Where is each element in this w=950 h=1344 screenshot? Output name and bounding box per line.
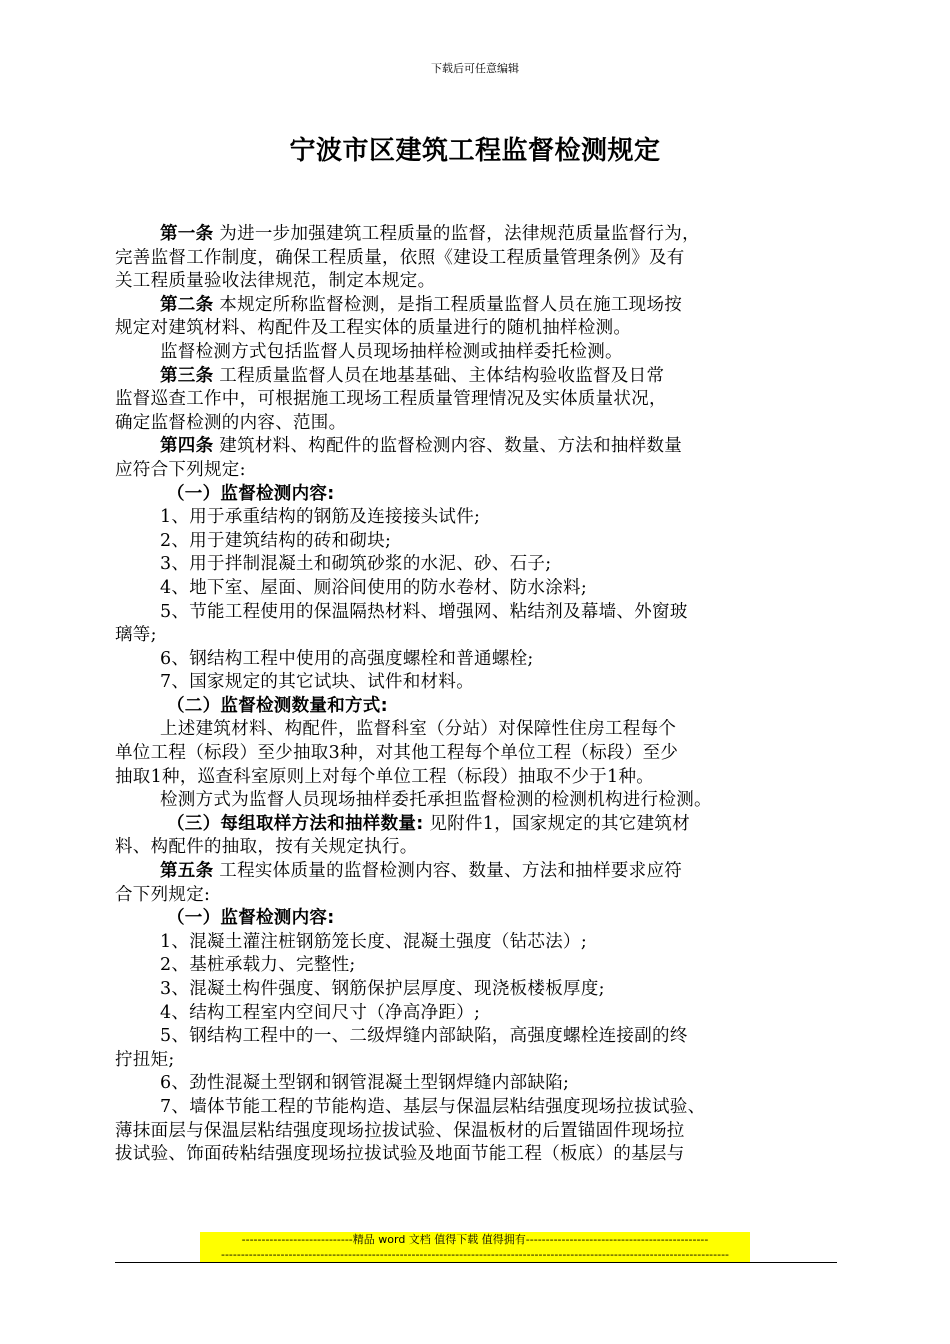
article1-line2: 完善监督工作制度，确保工程质量，依照《建设工程质量管理条例》及有 (115, 247, 685, 268)
footer-divider (115, 1262, 837, 1263)
article4-line2: 应符合下列规定: (115, 459, 246, 480)
list-item: 3、用于拌制混凝土和砌筑砂浆的水泥、砂、石子; (160, 554, 552, 575)
footer-banner (200, 1232, 750, 1262)
article3-label: 第三条 (160, 365, 214, 386)
paragraph-line: 上述建筑材料、构配件，监督科室（分站）对保障性住房工程每个 (160, 719, 677, 740)
article5-text1: 工程实体质量的监督检测内容、数量、方法和抽样要求应符 (219, 861, 683, 882)
article4-section3-line1 (115, 813, 837, 837)
list-item: 6、劲性混凝土型钢和钢管混凝土型钢焊缝内部缺陷; (160, 1073, 570, 1094)
list-item: 7、墙体节能工程的节能构造、基层与保温层粘结强度现场拉拔试验、 (160, 1096, 706, 1117)
page-title: 宁波市区建筑工程监督检测规定 (289, 136, 661, 166)
article4-line1 (115, 435, 837, 459)
article1-label: 第一条 (160, 224, 214, 244)
article4-section3-heading: （三）每组取样方法和抽样数量: (167, 813, 424, 834)
list-item-continuation: 璃等; (115, 625, 157, 646)
list-item: 7、国家规定的其它试块、试件和材料。 (160, 672, 475, 693)
article5-section1-heading: （一）监督检测内容: (167, 908, 335, 929)
list-item: 5、节能工程使用的保温隔热材料、增强网、粘结剂及幕墙、外窗玻 (160, 601, 688, 622)
footer-line1: ----------------------------精品 word 文档 值得下载 值得拥有---------------------------------------------- (241, 1233, 709, 1246)
article5-line2: 合下列规定: (115, 884, 211, 905)
article3-line1 (115, 365, 837, 389)
list-item: 6、钢结构工程中使用的高强度螺栓和普通螺栓; (160, 648, 534, 669)
article2-text1: 本规定所称监督检测，是指工程质量监督人员在施工现场按 (219, 294, 683, 315)
article5-line1 (115, 860, 837, 884)
article3-text1: 工程质量监督人员在地基基础、主体结构验收监督及日常 (219, 365, 665, 386)
list-item: 4、结构工程室内空间尺寸（净高净距）; (160, 1002, 481, 1023)
article4-text1: 建筑材料、构配件的监督检测内容、数量、方法和抽样数量 (219, 436, 683, 457)
list-item: 5、钢结构工程中的一、二级焊缝内部缺陷，高强度螺栓连接副的终 (160, 1026, 688, 1047)
article4-section3-line2: 料、构配件的抽取，按有关规定执行。 (115, 837, 418, 858)
article2-label: 第二条 (160, 294, 214, 315)
article4-section3-text1: 见附件1，国家规定的其它建筑材 (429, 813, 691, 834)
paragraph-line: 单位工程（标段）至少抽取3种，对其他工程每个单位工程（标段）至少 (115, 743, 679, 764)
list-item: 1、混凝土灌注桩钢筋笼长度、混凝土强度（钻芯法）; (160, 931, 588, 952)
article4-label: 第四条 (160, 436, 214, 457)
list-item-continuation: 拧扭矩; (115, 1049, 175, 1070)
footer-line2: -------------------------------------------------------------------------------------------------------------------------------- (220, 1248, 730, 1261)
list-item: 2、用于建筑结构的砖和砌块; (160, 530, 392, 551)
article1-line3: 关工程质量验收法律规范，制定本规定。 (115, 271, 436, 292)
list-item: 1、用于承重结构的钢筋及连接接头试件; (160, 507, 481, 528)
list-item: 2、基桩承载力、完整性; (160, 955, 356, 976)
article1-line1 (115, 223, 837, 247)
header-note: 下载后可任意编辑 (431, 62, 519, 75)
article2-line3: 监督检测方式包括监督人员现场抽样检测或抽样委托检测。 (160, 341, 623, 362)
paragraph-line: 抽取1种，巡查科室原则上对每个单位工程（标段）抽取不少于1种。 (115, 766, 655, 787)
article2-line2: 规定对建筑材料、构配件及工程实体的质量进行的随机抽样检测。 (115, 318, 632, 339)
list-item: 3、混凝土构件强度、钢筋保护层厚度、现浇板楼板厚度; (160, 979, 605, 999)
document-body (115, 223, 837, 1167)
list-item-continuation: 薄抹面层与保温层粘结强度现场拉拔试验、保温板材的后置锚固件现场拉 (115, 1120, 685, 1141)
article2-line1 (115, 294, 837, 318)
article4-section2-heading: （二）监督检测数量和方式: (167, 695, 388, 716)
list-item-continuation: 拔试验、饰面砖粘结强度现场拉拔试验及地面节能工程（板底）的基层与 (115, 1144, 685, 1165)
paragraph-line: 检测方式为监督人员现场抽样委托承担监督检测的检测机构进行检测。 (160, 790, 712, 811)
article1-text1: 为进一步加强建筑工程质量的监督，法律规范质量监督行为， (219, 224, 700, 244)
list-item: 4、地下室、屋面、厕浴间使用的防水卷材、防水涂料; (160, 577, 588, 598)
article3-line2: 监督巡查工作中，可根据施工现场工程质量管理情况及实体质量状况， (115, 389, 667, 410)
article3-line3: 确定监督检测的内容、范围。 (115, 412, 347, 433)
article5-label: 第五条 (160, 861, 214, 882)
article4-section1-heading: （一）监督检测内容: (167, 483, 335, 504)
